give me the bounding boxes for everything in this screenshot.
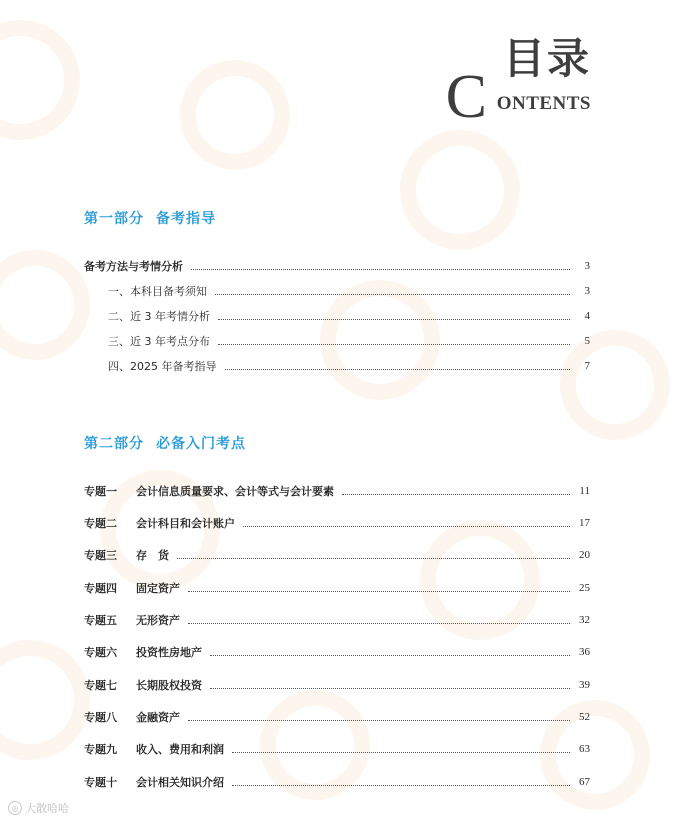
leader-dots [218,319,570,320]
toc-entry[interactable] [84,483,590,499]
page-title: 目录 [502,34,591,83]
toc-page-number: 36 [579,646,590,658]
toc-page-number: 4 [584,310,590,322]
toc-page-number: 39 [579,679,590,691]
leader-dots [225,369,571,370]
topic-number: 专题一 [84,485,117,498]
toc-entry[interactable] [108,283,590,299]
topic-number: 专题四 [84,582,117,595]
toc-page-number: 5 [584,335,590,347]
toc-page-number: 52 [579,711,590,723]
toc-entry-label: 长期股权投资 [136,679,202,692]
toc-page-number: 3 [584,285,590,297]
toc-entry-label: 会计信息质量要求、会计等式与会计要素 [136,485,334,498]
toc-entry[interactable] [84,774,590,790]
toc-entry-label: 金融资产 [136,711,180,724]
contents-label: ONTENTS [496,93,591,114]
toc-entry-label: 会计相关知识介绍 [136,776,224,789]
toc-page-number: 32 [579,614,590,626]
watermark-ring [0,640,90,760]
footer-brand-text: 大散哈哈 [25,802,69,815]
toc-entry-label: 四、2025 年备考指导 [108,360,217,373]
leader-dots [191,269,570,270]
toc-entry-label: 会计科目和会计账户 [136,517,235,530]
toc-entry[interactable] [108,358,590,374]
toc-entry-label: 固定资产 [136,582,180,595]
toc-page-number: 3 [584,260,590,272]
leader-dots [342,494,570,495]
watermark-ring [180,60,290,170]
leader-dots [243,526,570,527]
watermark-ring [0,20,80,140]
toc-page-number: 11 [579,485,590,497]
toc-entry[interactable] [108,308,590,324]
toc-page-number: 67 [579,776,590,788]
toc-entry-label: 二、近 3 年考情分析 [108,310,210,323]
toc-page-number: 25 [579,582,590,594]
topic-number: 专题五 [84,614,117,627]
footer-brand [8,800,69,816]
topic-number: 专题二 [84,517,117,530]
toc-entry[interactable] [84,258,590,274]
toc-entry[interactable] [84,644,590,660]
topic-number: 专题十 [84,776,117,789]
leader-dots [210,655,570,656]
watermark-ring [0,250,90,360]
leader-dots [218,344,570,345]
leader-dots [232,752,570,753]
toc-page-number: 7 [584,360,590,372]
toc-entry-label: 收入、费用和利润 [136,743,224,756]
toc-entry[interactable] [84,580,590,596]
toc-entry[interactable] [84,677,590,693]
leader-dots [232,785,570,786]
toc-entry[interactable] [108,333,590,349]
topic-number: 专题八 [84,711,117,724]
toc-entry[interactable] [84,515,590,531]
toc-entry[interactable] [84,612,590,628]
toc-entry[interactable] [84,741,590,757]
leader-dots [177,558,570,559]
toc-entry-label: 一、本科目备考须知 [108,285,207,298]
leader-dots [215,294,570,295]
leader-dots [188,591,570,592]
contents-header [391,34,591,131]
toc-page-number: 17 [579,517,590,529]
toc-page-number: 63 [579,743,590,755]
part-two-title: 第二部分 必备入门考点 [84,436,246,452]
topic-number: 专题九 [84,743,117,756]
toc-entry-label: 无形资产 [136,614,180,627]
leader-dots [210,688,570,689]
toc-entry[interactable] [84,547,590,563]
leader-dots [188,720,570,721]
topic-number: 专题六 [84,646,117,659]
toc-entry-label: 备考方法与考情分析 [84,260,183,273]
part-one-title: 第一部分 备考指导 [84,211,216,227]
toc-entry-label: 投资性房地产 [136,646,202,659]
circle-logo-icon: ◎ [8,801,22,815]
toc-entry[interactable] [84,709,590,725]
toc-page-number: 20 [579,549,590,561]
watermark-ring [400,130,520,250]
contents-initial-letter: C [445,63,487,131]
toc-entry-label: 三、近 3 年考点分布 [108,335,210,348]
topic-number: 专题三 [84,549,117,562]
toc-entry-label: 存 货 [136,549,169,562]
leader-dots [188,623,570,624]
topic-number: 专题七 [84,679,117,692]
